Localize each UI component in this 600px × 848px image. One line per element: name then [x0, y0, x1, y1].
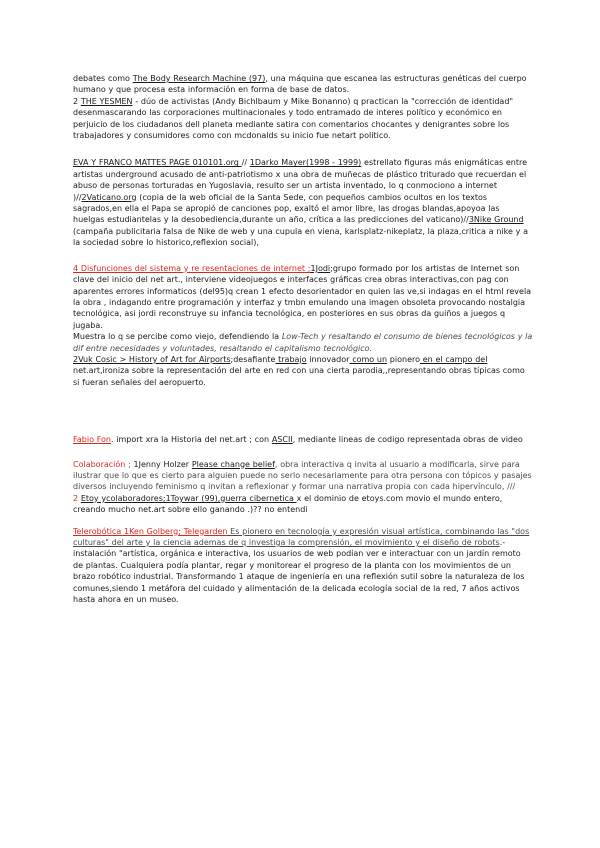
text: , obra interactiva q invita al usuario a modificarla, sirve para ilustrar que lo que es cierto para alguien puede no serlo necesariamente para otra persona con tópicos y pasajes diversos incluyendo feminismo q invitan a reflexionar y formar una narrativa propia con cada hipervínculo, /// [73, 459, 532, 492]
text: - dúo de activistas (Andy Bichlbaum y Mike Bonanno) q practican la "corrección de identidad" desenmascarando las corporaciones multinacionales y todo entramado de interes político y económico en perjuicio de los ciudadanos dell planeta mediante satira con comentarios chocantes y denigrantes sobre los trabajadores y consumidores como con mcdonalds su inicio fue netart politico. [73, 96, 514, 141]
paragraph-disfunciones [73, 263, 533, 388]
section-heading-telerobotica: Telerobótica [73, 526, 124, 536]
paragraph-colaboracion [73, 459, 533, 516]
link-eva-franco-mattes[interactable]: EVA Y FRANCO MATTES PAGE 010101.org [73, 158, 242, 168]
list-number: 2 [73, 493, 81, 503]
link-ascii[interactable]: ASCII [271, 435, 293, 445]
link-vuk-cosic[interactable]: 2Vuk Cosic > History of Art for Airports [73, 354, 231, 364]
section-heading-disfunciones: 4 Disfunciones del sistema y re resentaciones de internet ; [73, 263, 311, 273]
link-como-un[interactable]: como un [349, 354, 388, 364]
paragraph-yesmen [73, 73, 533, 141]
link-etoy-toywar[interactable]: Etoy ycolaboradores;1Toywar (99),guerra cibernetica [80, 493, 297, 503]
text: // [241, 158, 250, 168]
text: debates como [73, 74, 133, 83]
link-darko-mayer[interactable]: 1Darko Mayer(1998 - 1999) [249, 158, 362, 168]
link-ken-golberg-telegarden[interactable]: 1Ken Golberg; Telegarden [123, 526, 228, 536]
section-heading-colaboracion: Colaboración ; [73, 459, 131, 469]
text: net.art,ironiza sobre la representación del arte en red con una cierta parodia,,representando obras típicas como si fueran señales del aeropuerto. [73, 366, 525, 387]
text: estrellato figuras más enigmáticas entre artistas underground acusado de anti-patriotismo x una obra de muñecas de plástico triturado que recuerdan el abuso de personas torturadas en Yugoslavia, resulto ser un artista inventado, lo q conmociono a internet )// [73, 158, 528, 202]
link-fabio-fon[interactable]: Fabio Fon [73, 435, 111, 445]
link-please-change-belief[interactable]: Please change belief [191, 459, 275, 469]
text: pionero [387, 354, 421, 364]
paragraph-fabio-fon [73, 434, 533, 445]
text: ;grupo formado por los artistas de Internet son clave del inicio del net art., interviene videojuegos e interfaces gráficas crea obras interactivas,con pag con aparentes errores informaticos (del95)q crean 1 efecto desorientador en quien las ve,si indagas en el html revela la obra , indagando entre programación y interfaz y tmbn emulando una imagen obsoleta provocando nostalgia tecnológica, asi jordi reconstruye su infancia tecnológica, en posteriores en sus obras da guiños a juegos q jugaba. [73, 263, 532, 330]
link-nike-ground[interactable]: 3Nike Ground [468, 215, 524, 225]
text: ;desafiante [230, 354, 276, 364]
link-en-el-campo[interactable]: en el campo del [420, 354, 488, 364]
text: , una máquina que escanea las estructuras genéticas del cuerpo humano y que procesa esta información en forma de base de datos. [73, 74, 527, 95]
text: .- instalación "artística, orgánica e interactiva, los usuarios de web podían ver e interactuar con un jardín remoto de plantas. Cualquiera podía plantar, regar y monitorear el progreso de la planta con los movimientos de un brazo robótico industrial. Transformando 1 ataque de ingeniería en una reflexión sutil sobre la naturaleza de los comunes,siendo 1 metáfora del cuidado y alimentación de la delicada ecología social de la red, 7 años activos hasta ahora en un museo. [73, 538, 525, 605]
text: 2 [73, 96, 81, 106]
link-trabajo[interactable]: trabajo [275, 354, 307, 364]
document-page [73, 73, 533, 605]
text: Muestra lo q se percibe como viejo, defendiendo la [73, 332, 282, 342]
text: , mediante lineas de codigo representada obras de video [292, 435, 523, 445]
text: x el dominio de etoys.com movio el mundo entero, creando mucho net.art sobre ello ganando .)?? no entendi [73, 493, 503, 515]
text: Es pionero en tecnología y expresión visual artística, combinando las "dos culturas" del arte y la ciencia ademas de q investiga la comprensión, el movimiento y el diseño de robots [73, 526, 530, 547]
link-body-research-machine[interactable]: The Body Research Machine (97) [132, 74, 266, 83]
paragraph-telerobotica [73, 526, 533, 606]
link-jodi[interactable]: 1Jodi [310, 263, 331, 273]
paragraph-mattes [73, 157, 533, 248]
italic-text: Low-Tech y resaltando el consumo de bienes tecnológicos y la dif entre necesidades y voluntades, resaltando el capitalismo tecnológico. [73, 332, 533, 353]
text: (copia de la web oficial de la Santa Sede, con pequeños cambios ocultos en los textos sagrados,en ella el Papa se apropió de canciones pop, exaltó el amor libre, las drogas blandas,apoyoa las huelgas estudiantelas y la desobediencia,durante un año, crítica a las predicciones del vaticano)// [73, 192, 500, 225]
text: (campaña publicitaria falsa de Nike de web y una cupula en viena, karlsplatz-nikeplatz, la plaza,critica a nike y a la sociedad sobre lo historico,reflexion social), [73, 226, 529, 248]
text: 1Jenny Holzer [130, 459, 192, 469]
text: . import xra la Historia del net.art ; con [111, 435, 272, 445]
link-the-yesmen[interactable]: THE YESMEN [80, 96, 133, 106]
text: innovador [306, 354, 350, 364]
link-vaticano[interactable]: 2Vaticano.org [81, 192, 137, 202]
